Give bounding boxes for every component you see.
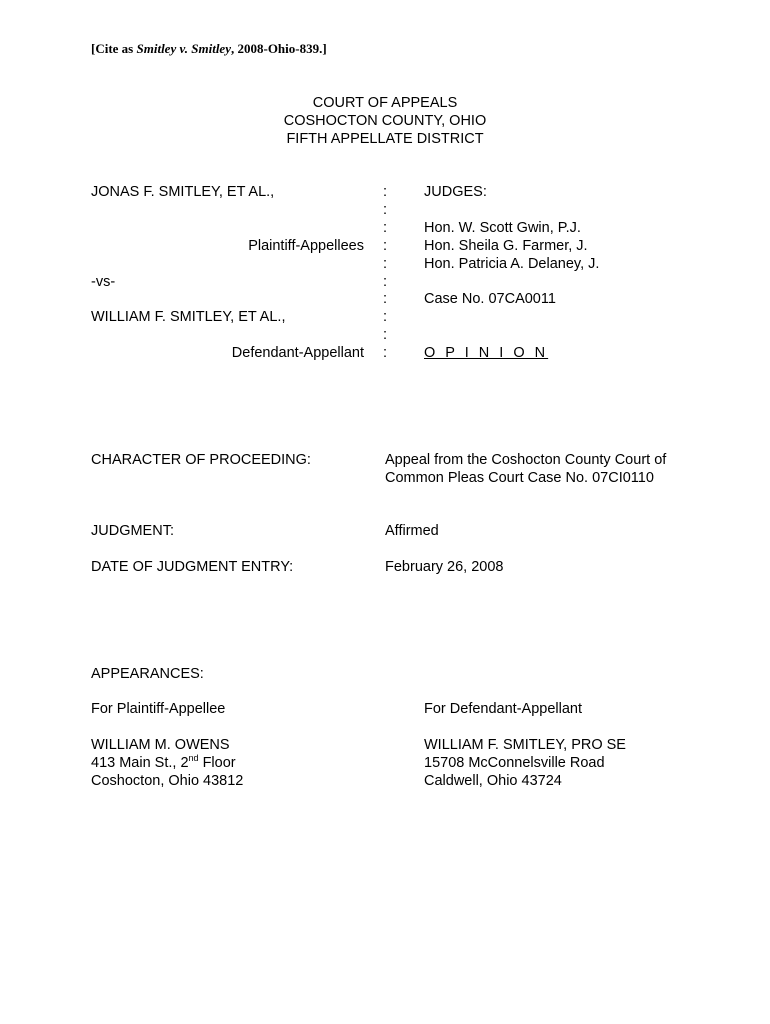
opinion-title: O P I N I O N [424, 345, 549, 361]
judge-name: Hon. Patricia A. Delaney, J. [424, 256, 600, 272]
caption-colon: : [383, 256, 388, 272]
plaintiff-side-label: For Plaintiff-Appellee [91, 701, 226, 717]
caption-colon: : [383, 345, 388, 361]
citation-prefix: [Cite as [91, 41, 137, 56]
defendant-side-label: For Defendant-Appellant [424, 701, 582, 717]
judge-name: Hon. Sheila G. Farmer, J. [424, 238, 588, 254]
citation-case-name: Smitley v. Smitley [136, 41, 231, 56]
judgment-value: Affirmed [385, 523, 439, 539]
caption-colon: : [383, 220, 388, 236]
court-name: COURT OF APPEALS [312, 95, 458, 111]
defendant-name: WILLIAM F. SMITLEY, ET AL., [91, 309, 286, 325]
plaintiff-address-line1: 413 Main St., 2nd Floor [91, 753, 236, 771]
caption-colon: : [383, 184, 388, 200]
caption-colon: : [383, 291, 388, 307]
court-district: FIFTH APPELLATE DISTRICT [286, 131, 484, 147]
plaintiff-counsel: WILLIAM M. OWENS [91, 737, 230, 753]
judge-name: Hon. W. Scott Gwin, P.J. [424, 220, 581, 236]
plaintiff-address-line2: Coshocton, Ohio 43812 [91, 773, 244, 789]
judges-label: JUDGES: [424, 184, 487, 200]
defendant-role: Defendant-Appellant [231, 345, 364, 361]
caption-colon: : [383, 202, 388, 218]
proceeding-value-line2: Common Pleas Court Case No. 07CI0110 [385, 470, 654, 486]
judgment-date-label: DATE OF JUDGMENT ENTRY: [91, 559, 294, 575]
plaintiff-name: JONAS F. SMITLEY, ET AL., [91, 184, 275, 200]
proceeding-label: CHARACTER OF PROCEEDING: [91, 452, 311, 468]
caption-colon: : [383, 309, 388, 325]
judgment-label: JUDGMENT: [91, 523, 174, 539]
defendant-counsel: WILLIAM F. SMITLEY, PRO SE [424, 737, 626, 753]
defendant-address-line1: 15708 McConnelsville Road [424, 755, 605, 771]
caption-colon: : [383, 274, 388, 290]
plaintiff-role: Plaintiff-Appellees [248, 238, 364, 254]
case-number: Case No. 07CA0011 [424, 291, 556, 307]
judgment-date-value: February 26, 2008 [385, 559, 504, 575]
court-county: COSHOCTON COUNTY, OHIO [283, 113, 487, 129]
appearances-heading: APPEARANCES: [91, 666, 204, 682]
proceeding-value-line1: Appeal from the Coshocton County Court of [385, 452, 667, 468]
versus: -vs- [91, 274, 116, 290]
citation [91, 40, 327, 58]
caption-colon: : [383, 238, 388, 254]
citation-suffix: , 2008-Ohio-839.] [230, 41, 327, 56]
caption-colon: : [383, 327, 388, 343]
defendant-address-line2: Caldwell, Ohio 43724 [424, 773, 562, 789]
